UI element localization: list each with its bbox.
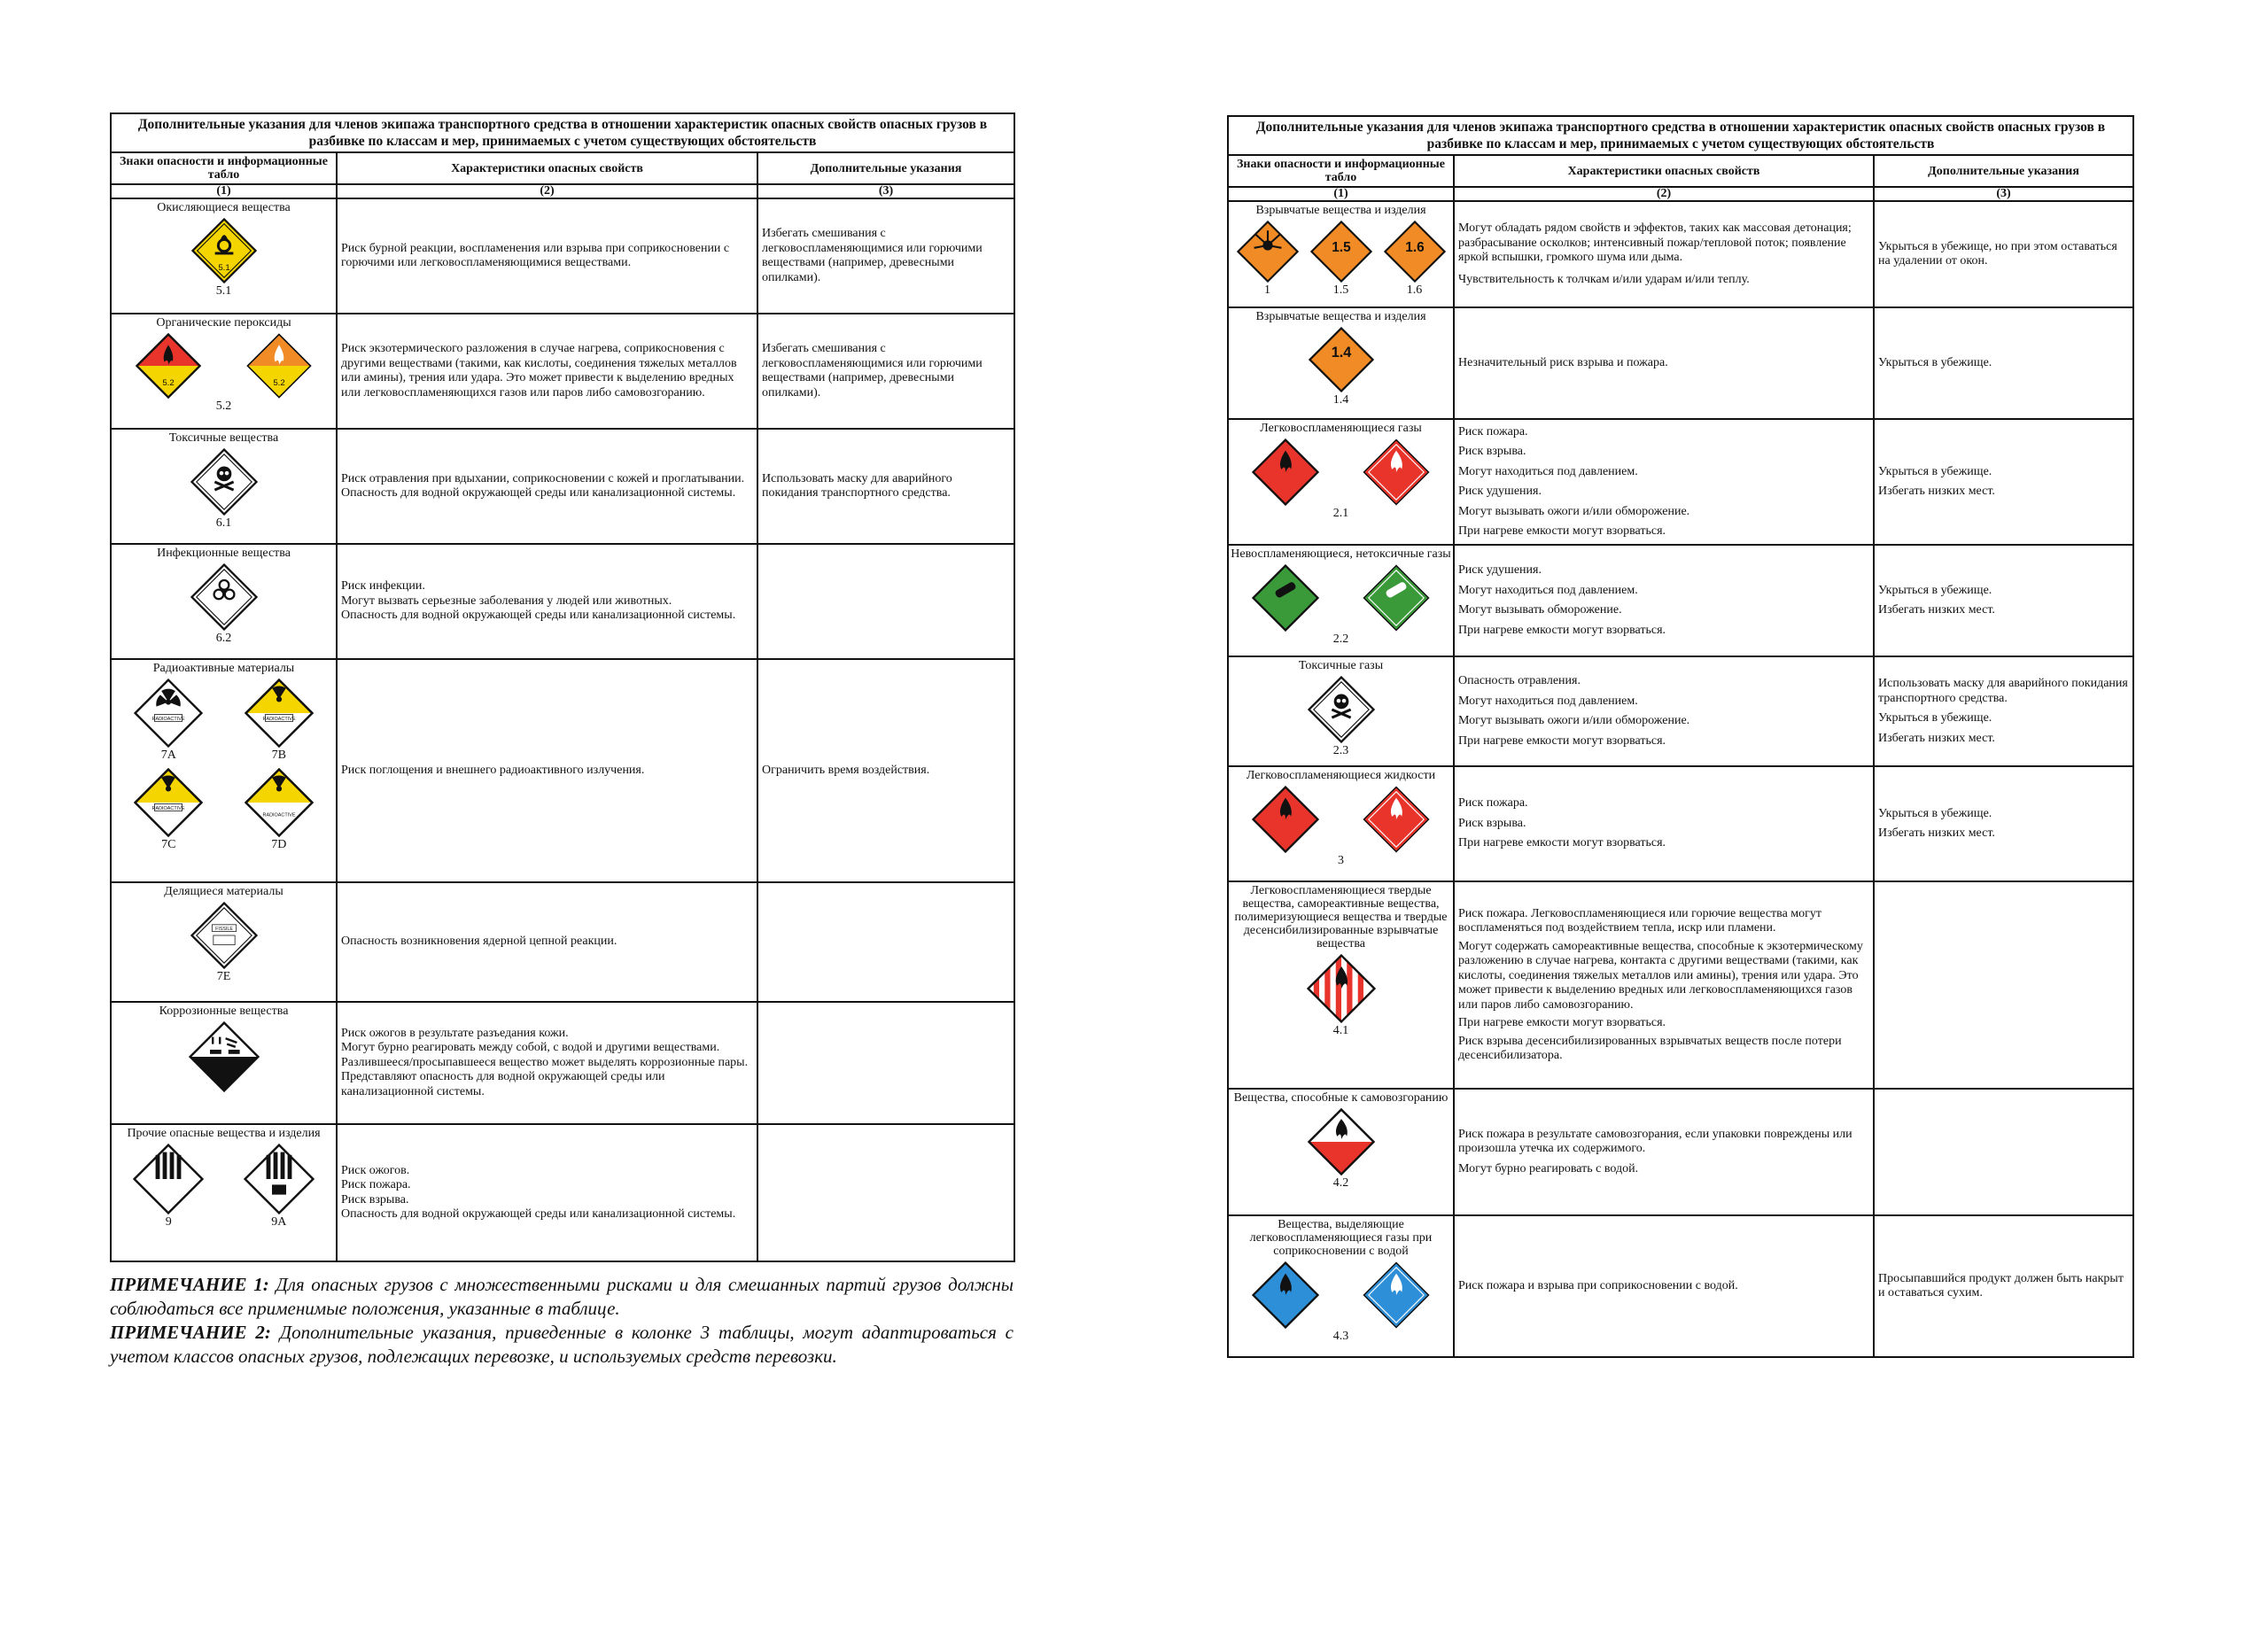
left-page [110, 112, 1014, 1369]
misc-class-9-icon [133, 1144, 204, 1214]
spontaneous-combustion-icon [1308, 1108, 1375, 1175]
table-row: Инфекционные вещества 6.2 Риск инфекции. Могут вызвать серьезные заболевания у людей или животных. Опасность для водной окружающей среды или канализационной системы. [111, 544, 1014, 659]
col2-header: Характеристики опасных свойств [1454, 155, 1874, 187]
table-row: Окисляющиеся вещества 5.1 5.1 Риск бурной реакции, воспламенения или взрыва при соприкосновении с горючими или легковоспламеняющимися веществами. Избегать смешивания с легковоспламеняющимися или горючими веществами (например, древесными опилками). [111, 198, 1014, 314]
svg-text:RADIOACTIVE: RADIOACTIVE [151, 805, 185, 811]
svg-text:1.6: 1.6 [1404, 240, 1425, 255]
radioactive-7a-icon [134, 679, 203, 748]
svg-text:5.2: 5.2 [273, 378, 285, 389]
class-name: Окисляющиеся вещества [157, 201, 291, 214]
table-row: Токсичные газы 2.3 Опасность отравления. Могут находиться под давлением. Могут вызывать ожоги и/или обморожение. При нагреве емкости могут взорваться. Использовать маску для аварийного покидания транспортного средства. Укрыться в убежище. Избегать низких мест. [1228, 656, 2133, 766]
table-row: Прочие опасные вещества и изделия 9 9A Риск ожогов. Риск пожара. Риск взрыва. Опасность для водной окружающей среды или канализационной системы. [111, 1124, 1014, 1261]
note1-label: ПРИМЕЧАНИЕ 1: [110, 1274, 269, 1295]
radioactive-7b-icon [245, 679, 314, 748]
table-row: Невоспламеняющиеся, нетоксичные газы 2.2 Риск удушения. Могут находиться под давлением. Могут вызывать обморожение. При нагреве емкости могут взорваться. Укрыться в убежище. Избегать низких мест. [1228, 545, 2133, 656]
organic-peroxide-alt-placard-icon [246, 333, 312, 399]
dangerous-when-wet-alt-icon [1363, 1261, 1430, 1329]
svg-text:5.2: 5.2 [162, 378, 175, 389]
svg-text:RADIOACTIVE: RADIOACTIVE [262, 812, 296, 818]
nonflammable-gas-icon [1252, 564, 1319, 632]
biohazard-icon [190, 563, 258, 631]
col1-header: Знаки опасности и информационные табло [111, 152, 337, 184]
table-title: Дополнительные указания для членов экипажа транспортного средства в отношении характеристик опасных свойств опасных грузов в разбивке по классам и мер, принимаемых с учетом существующих обстоятельств [1228, 116, 2133, 155]
radioactive-7c-icon [134, 768, 203, 837]
nonflammable-gas-alt-icon [1363, 564, 1430, 632]
radioactive-7d-icon [245, 768, 314, 837]
svg-text:RADIOACTIVE: RADIOACTIVE [151, 716, 185, 722]
notes [110, 1273, 1014, 1369]
corrosive-icon [189, 1021, 260, 1092]
dangerous-when-wet-icon [1252, 1261, 1319, 1329]
table-row: Коррозионные вещества Риск ожогов в результате разъедания кожи. Могут бурно реагировать между собой, с водой и другими веществами. Разлившееся/просыпавшееся вещество может выделять коррозионные пары. Представляют опасность для водной окружающей среды или канализационной системы. [111, 1002, 1014, 1124]
table-row: Вещества, выделяющие легковоспламеняющиеся газы при соприкосновении с водой 4.3 Риск пожара и взрыва при соприкосновении с водой. Просыпавшийся продукт должен быть накрыт и оставаться сухим. [1228, 1215, 2133, 1357]
placard-label: 5.2 [215, 400, 232, 413]
table-title: Дополнительные указания для членов экипажа транспортного средства в отношении характеристик опасных свойств опасных грузов в разбивке по классам и мер, принимаемых с учетом существующих обстоятельств [111, 113, 1014, 152]
col3-header: Дополнительные указания [1874, 155, 2133, 187]
right-table: Дополнительные указания для членов экипажа транспортного средства в отношении характеристик опасных свойств опасных грузов в разбивке по классам и мер, принимаемых с учетом существующих обстоятельств Знаки опасности и информационные табло Характеристики опасных свойств Дополнительные указания (1) (2) (3) Взрывчатые вещества и изделия 1 1.5 1.5 1.6 1.6 Могут обладать рядом свойств и эффектов, таких как массовая детонация; разбрасывание осколков; интенсивный пожар/тепловой поток; появление яркой вспышки, громкого шума или дыма. Чувствительность к толчкам и/или ударам и/или теплу. Укрыться в убежище, но при этом оставаться на удалении от окон. Взрывчатые вещества и изделия 1.4 1.4 Незначительный риск взрыва и пожара. Укрыться в убежище. Легковоспламеняющиеся газы 2.1 Риск пожара. Риск взрыва. Могут находиться под давлением. Риск удушения. Могут вызывать ожоги и/или обморожение. При нагреве емкости могут взорваться. Укрыться в убежище. Избегать низких мест. Невоспламеняющиеся, нетоксичные газы 2.2 Риск удушения. Могут находиться под давлением. Могут вызывать обморожение. При нагреве емкости могут взорваться. Укрыться в убежище. Избегать низких мест. Токсичные газы 2.3 Опасность отравления. Могут находиться под давлением. Могут вызывать ожоги и/или обморожение. При нагреве емкости могут взорваться. Использовать маску для аварийного покидания транспортного средства. Укрыться в убежище. Избегать низких мест. Легковоспламеняющиеся жидкости 3 Риск пожара. Риск взрыва. При нагреве емкости могут взорваться. Укрыться в убежище. Избегать низких мест. Легковоспламеняющиеся твердые вещества, самореактивные вещества, полимеризующиеся вещества и твердые десенсибилизированные взрывчатые вещества 4.1 Риск пожара. Легковоспламеняющиеся или горючие вещества могут воспламеняться под воздействием тепла, искр или пламени. Могут содержать самореактивные вещества, способные к экзотермическому разложению в случае нагрева, контакта с другими веществами (такими, как кислоты, соединения тяжелых металлов или амины), трения или удара. Это может привести к выделению вредных или легковоспламеняющихся газов или паров либо самовозгоранию. При нагреве емкости могут взорваться. Риск взрыва десенсибилизированных взрывчатых веществ после потери десенсибилизатора. Вещества, способные к самовозгоранию 4.2 Риск пожара в результате самовозгорания, если упаковки повреждены или произошла утечка их содержимого. Могут бурно реагировать с водой. Вещества, выделяющие легковоспламеняющиеся газы при соприкосновении с водой 4.3 Риск пожара и взрыва при соприкосновении с водой. Просыпавшийся продукт должен быть накрыт и оставаться сухим. [1227, 115, 2134, 1358]
table-row: Органические пероксиды 5.2 5.2 5.2 Риск экзотермического разложения в случае нагрева, соприкосновения с другими веществами (такими, как кислоты, соединения тяжелых металлов или амины), трения или удара. Это может привести к выделению вредных или легковоспламеняющихся газов или паров либо самовозгоранию. Избегать смешивания с легковоспламеняющимися или горючими веществами (например, древесными опилками). [111, 314, 1014, 429]
fissile-7e-icon [190, 902, 258, 969]
col1-header: Знаки опасности и информационные табло [1228, 155, 1454, 187]
left-table [110, 112, 1015, 1262]
toxic-gas-icon [1308, 676, 1375, 743]
explosive-1-6-icon [1384, 221, 1446, 283]
explosive-1-icon [1237, 221, 1299, 283]
table-row: Легковоспламеняющиеся газы 2.1 Риск пожара. Риск взрыва. Могут находиться под давлением. Риск удушения. Могут вызывать ожоги и/или обморожение. При нагреве емкости могут взорваться. Укрыться в убежище. Избегать низких мест. [1228, 419, 2133, 545]
col2-number: (2) [337, 184, 757, 198]
flammable-solid-icon [1307, 954, 1376, 1023]
table-row: Взрывчатые вещества и изделия 1 1.5 1.5 1.6 1.6 Могут обладать рядом свойств и эффектов, таких как массовая детонация; разбрасывание осколков; интенсивный пожар/тепловой поток; появление яркой вспышки, громкого шума или дыма. Чувствительность к толчкам и/или ударам и/или теплу. Укрыться в убежище, но при этом оставаться на удалении от окон. [1228, 201, 2133, 307]
table-row: Легковоспламеняющиеся жидкости 3 Риск пожара. Риск взрыва. При нагреве емкости могут взорваться. Укрыться в убежище. Избегать низких мест. [1228, 766, 2133, 881]
oxidizer-placard-icon [191, 218, 257, 283]
svg-text:FISSILE: FISSILE [214, 926, 233, 932]
col2-header: Характеристики опасных свойств [337, 152, 757, 184]
note2-text: Дополнительные указания, приведенные в колонке 3 таблицы, могут адаптироваться с учетом классов опасных грузов, подлежащих перевозке, и используемых средств перевозки. [110, 1322, 1014, 1367]
misc-class-9a-icon [244, 1144, 315, 1214]
toxic-skull-icon [190, 448, 258, 516]
placard-label: 5.1 [215, 284, 232, 298]
flammable-liquid-icon [1252, 786, 1319, 853]
organic-peroxide-placard-icon [136, 333, 201, 399]
col3-number: (3) [757, 184, 1014, 198]
col3-header: Дополнительные указания [757, 152, 1014, 184]
svg-text:1.5: 1.5 [1331, 240, 1351, 255]
table-row: Делящиеся материалы FISSILE 7E Опасность возникновения ядерной цепной реакции. [111, 882, 1014, 1002]
table-row: Взрывчатые вещества и изделия 1.4 1.4 Незначительный риск взрыва и пожара. Укрыться в убежище. [1228, 307, 2133, 419]
right-page [1227, 115, 2132, 1358]
table-row: Радиоактивные материалы RADIOACTIVE 7A RADIOACTIVE 7B RADIOACTIVE 7C RADIOACTIVE 7D Риск поглощения и внешнего радиоактивного излучения. Ограничить время воздействия. [111, 659, 1014, 882]
explosive-1-4-icon [1309, 327, 1374, 392]
col1-number: (1) [111, 184, 337, 198]
flammable-gas-alt-icon [1363, 438, 1430, 506]
svg-text:5.1: 5.1 [217, 263, 230, 274]
note1-text: Для опасных грузов с множественными рисками и для смешанных партий грузов должны соблюдаться все применимые положения, указанные в таблице. [110, 1274, 1014, 1319]
flammable-gas-icon [1252, 438, 1319, 506]
svg-text:1.4: 1.4 [1331, 345, 1351, 361]
note2-label: ПРИМЕЧАНИЕ 2: [110, 1322, 271, 1343]
table-row: Вещества, способные к самовозгоранию 4.2 Риск пожара в результате самовозгорания, если упаковки повреждены или произошла утечка их содержимого. Могут бурно реагировать с водой. [1228, 1089, 2133, 1215]
table-row: Токсичные вещества 6.1 Риск отравления при вдыхании, соприкосновении с кожей и проглатывании. Опасность для водной окружающей среды или канализационной системы. Использовать маску для аварийного покидания транспортного средства. [111, 429, 1014, 544]
svg-text:RADIOACTIVE: RADIOACTIVE [262, 716, 296, 722]
explosive-1-5-icon [1310, 221, 1372, 283]
table-row: Легковоспламеняющиеся твердые вещества, самореактивные вещества, полимеризующиеся вещества и твердые десенсибилизированные взрывчатые вещества 4.1 Риск пожара. Легковоспламеняющиеся или горючие вещества могут воспламеняться под воздействием тепла, искр или пламени. Могут содержать самореактивные вещества, способные к экзотермическому разложению в случае нагрева, контакта с другими веществами (такими, как кислоты, соединения тяжелых металлов или амины), трения или удара. Это может привести к выделению вредных или легковоспламеняющихся газов или паров либо самовозгоранию. При нагреве емкости могут взорваться. Риск взрыва десенсибилизированных взрывчатых веществ после потери десенсибилизатора. [1228, 881, 2133, 1089]
flammable-liquid-alt-icon [1363, 786, 1430, 853]
